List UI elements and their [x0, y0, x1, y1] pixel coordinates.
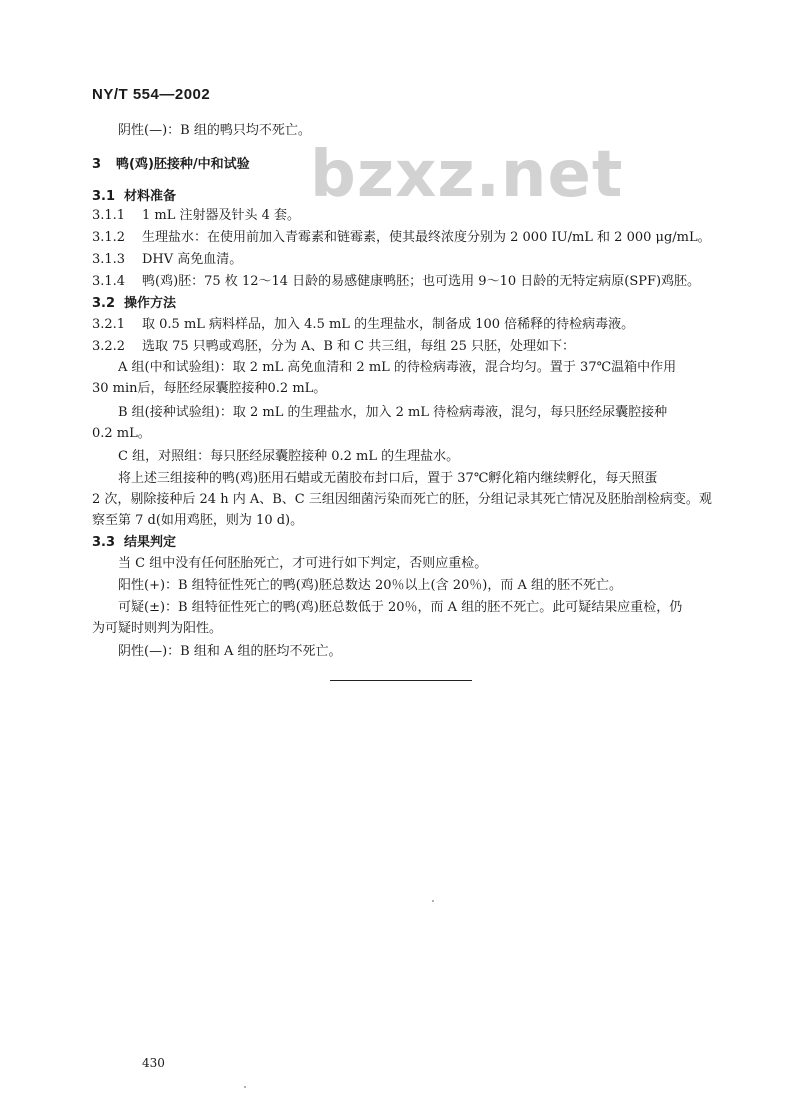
item-number: 3.1.4 — [92, 274, 126, 289]
group-a-line-1: A 组(中和试验组)：取 2 mL 高免血清和 2 mL 的待检病毒液，混合均匀。置于 37℃温箱中作用 — [118, 360, 677, 375]
group-b-line-2: 0.2 mL。 — [92, 426, 151, 441]
section-title: 结果判定 — [124, 535, 177, 550]
item-3-1-1 — [92, 207, 732, 225]
section-3-heading — [92, 156, 732, 174]
item-text: 取 0.5 mL 病料样品，加入 4.5 mL 的生理盐水，制备成 100 倍稀释的待检病毒液。 — [142, 317, 635, 332]
section-title: 鸭(鸡)胚接种/中和试验 — [116, 157, 250, 172]
item-3-1-3 — [92, 251, 732, 269]
item-number: 3.1.3 — [92, 252, 126, 267]
section-3-1-heading — [92, 188, 732, 206]
result-suspect-line-1: 可疑(±)：B 组特征性死亡的鸭(鸡)胚总数低于 20％，而 A 组的胚不死亡。此可疑结果应重检，仍 — [118, 600, 683, 615]
item-text: 1 mL 注射器及针头 4 套。 — [142, 208, 301, 223]
negative-result-prev: 阴性(—)：B 组的鸭只均不死亡。 — [118, 123, 311, 138]
procedure-para-line-3: 察至第 7 d(如用鸡胚，则为 10 d)。 — [92, 513, 304, 528]
item-text: 鸭(鸡)胚：75 枚 12～14 日龄的易感健康鸭胚；也可选用 9～10 日龄的无特定病原(SPF)鸡胚。 — [142, 274, 701, 289]
standard-number: NY/T 554—2002 — [92, 86, 211, 103]
group-b-line-1: B 组(接种试验组)：取 2 mL 的生理盐水，加入 2 mL 待检病毒液，混匀，每只胚经尿囊腔接种 — [118, 405, 668, 420]
result-negative: 阴性(—)：B 组和 A 组的胚均不死亡。 — [118, 644, 342, 659]
item-3-2-2 — [92, 338, 732, 356]
item-3-2-1 — [92, 316, 732, 334]
item-number: 3.2.1 — [92, 317, 126, 332]
item-number: 3.1.2 — [92, 230, 126, 245]
item-text: 生理盐水：在使用前加入青霉素和链霉素，使其最终浓度分别为 2 000 IU/mL 和 2 000 μg/mL。 — [142, 230, 711, 245]
item-text: DHV 高免血清。 — [142, 252, 243, 267]
result-condition: 当 C 组中没有任何胚胎死亡，才可进行如下判定，否则应重检。 — [118, 556, 488, 571]
item-number: 3.1.1 — [92, 208, 126, 223]
item-3-1-4 — [92, 273, 732, 291]
watermark: bzxz.net — [310, 138, 624, 212]
result-suspect-line-2: 为可疑时则判为阳性。 — [92, 621, 223, 636]
group-c: C 组，对照组：每只胚经尿囊腔接种 0.2 mL 的生理盐水。 — [118, 449, 460, 464]
section-3-2-heading — [92, 295, 732, 313]
section-3-3-heading — [92, 534, 732, 552]
scan-speck — [432, 900, 434, 902]
section-number: 3.2 — [92, 296, 116, 311]
item-text: 选取 75 只鸭或鸡胚，分为 A、B 和 C 共三组，每组 25 只胚，处理如下： — [142, 339, 576, 354]
section-title: 操作方法 — [124, 296, 177, 311]
section-number: 3.1 — [92, 189, 116, 204]
section-title: 材料准备 — [124, 189, 177, 204]
page-number: 430 — [142, 1056, 165, 1070]
end-rule — [330, 680, 472, 681]
procedure-para-line-2: 2 次，剔除接种后 24 h 内 A、B、C 三组因细菌污染而死亡的胚，分组记录其死亡情况及胚胎剖检病变。观 — [92, 492, 712, 507]
result-positive: 阳性(+)：B 组特征性死亡的鸭(鸡)胚总数达 20％以上(含 20％)，而 A 组的胚不死亡。 — [118, 578, 623, 593]
section-number: 3 — [92, 157, 102, 172]
item-number: 3.2.2 — [92, 339, 126, 354]
item-3-1-2 — [92, 229, 732, 247]
scan-speck — [244, 1086, 246, 1088]
section-number: 3.3 — [92, 535, 116, 550]
group-a-line-2: 30 min后，每胚经尿囊腔接种0.2 mL。 — [92, 381, 327, 396]
procedure-para-line-1: 将上述三组接种的鸭(鸡)胚用石蜡或无菌胶布封口后，置于 37℃孵化箱内继续孵化，每天照蛋 — [118, 471, 658, 486]
